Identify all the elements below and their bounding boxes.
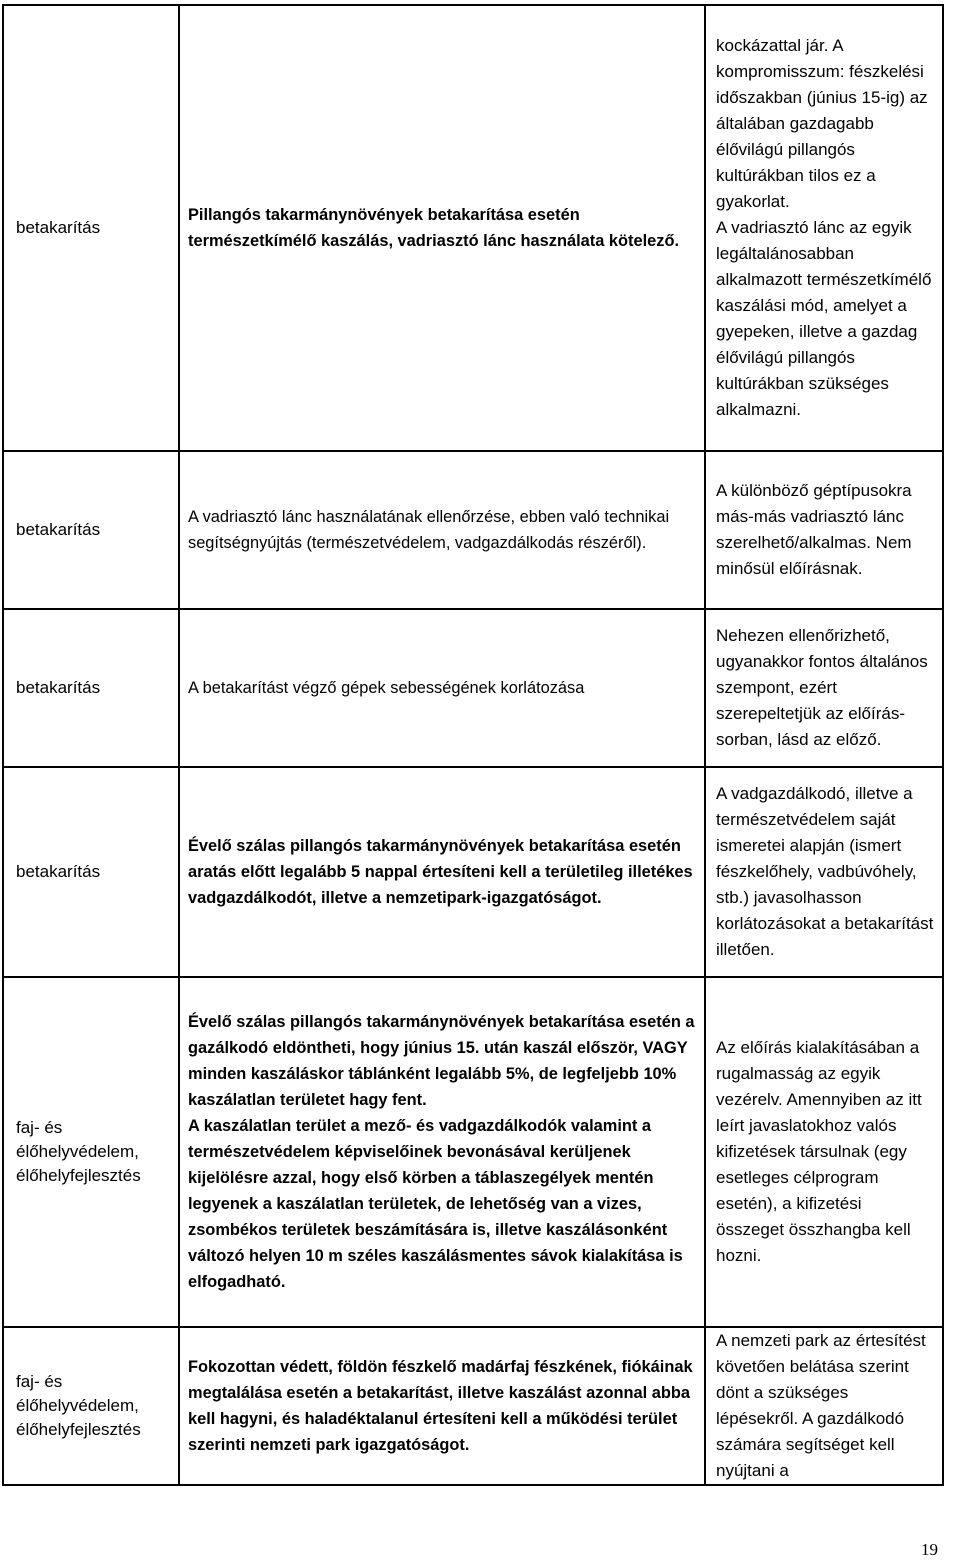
table-row [3,451,943,609]
table-row [3,977,943,1327]
note-paragraph: A nemzeti park az értesítést követően belátása szerint dönt a szükséges lépésekről. A gazdálkodó számára segítséget kell nyújtani a [716,1331,926,1480]
note-paragraph: Nehezen ellenőrizhető, ugyanakkor fontos általános szempont, ezért szerepeltetjük az előírás-sorban, lásd az előző. [716,626,928,749]
note-paragraph: kockázattal jár. A kompromisszum: fészkelési időszakban (június 15-ig) az általában gazdagabb élővilágú pillangós kultúrákban tilos ez a gyakorlat. [716,36,928,211]
row-note [705,767,943,977]
note-paragraph: A különböző géptípusokra más-más vadriasztó lánc szerelhető/alkalmas. Nem minősül előírásnak. [716,481,912,578]
note-paragraph: Az előírás kialakításában a rugalmasság az egyik vezérelv. Amennyiben az itt leírt javaslatokhoz valós kifizetések társulnak (egy esetleges célprogram esetén), a kifizetési összeget összhangba kell hozni. [716,1038,922,1265]
row-note [705,1327,943,1485]
note-paragraph: A vadgazdálkodó, illetve a természetvédelem saját ismeretei alapján (ismert fészkelőhely, vadbúvóhely, stb.) javasolhasson korlátozásokat a betakarítást illetően. [716,784,934,959]
requirements-table [2,4,944,1486]
row-category: faj- és élőhelyvédelem, élőhelyfejlesztés [3,1327,179,1485]
row-requirement [179,977,705,1327]
row-note [705,609,943,767]
row-category: betakarítás [3,451,179,609]
row-requirement: Pillangós takarmánynövények betakarítása esetén természetkímélő kaszálás, vadriasztó lánc használata kötelező. [179,5,705,451]
row-note [705,977,943,1327]
note-paragraph: A vadriasztó lánc az egyik legáltalánosabban alkalmazott természetkímélő kaszálási mód, amelyet a gyepeken, illetve a gazdag élővilágú pillangós kultúrákban szükséges alkalmazni. [716,218,932,419]
row-requirement: A betakarítást végző gépek sebességének korlátozása [179,609,705,767]
row-category: betakarítás [3,609,179,767]
row-note [705,451,943,609]
table-row [3,1327,943,1485]
table-row [3,767,943,977]
requirement-paragraph: Évelő szálas pillangós takarmánynövények betakarítása esetén a gazálkodó eldöntheti, hogy június 15. után kaszál először, VAGY minden kaszáláskor táblánként legalább 5%, de legfeljebb 10% kaszálatlan területet hagy fent. [188,1013,695,1109]
table-row [3,5,943,451]
row-category: faj- és élőhelyvédelem, élőhelyfejlesztés [3,977,179,1327]
row-requirement: Fokozottan védett, földön fészkelő madárfaj fészkének, fiókáinak megtalálása esetén a betakarítást, illetve kaszálást azonnal abba kell hagyni, és haladéktalanul értesíteni kell a működési terület szerinti nemzeti park igazgatóságot. [179,1327,705,1485]
row-category: betakarítás [3,767,179,977]
row-requirement: A vadriasztó lánc használatának ellenőrzése, ebben való technikai segítségnyújtás (természetvédelem, vadgazdálkodás részéről). [179,451,705,609]
requirement-paragraph: A kaszálatlan terület a mező- és vadgazdálkodók valamint a természetvédelem képviselőinek bevonásával kerüljenek kijelölésre azzal, hogy első körben a táblaszegélyek mentén legyenek a kaszálatlan területek, de lehetőség van a vizes, zsombékos területek beszámítására is, illetve kaszálásonként változó helyen 10 m széles kaszálásmentes sávok kialakítása is elfogadható. [188,1117,683,1291]
row-category: betakarítás [3,5,179,451]
row-note [705,5,943,451]
row-requirement: Évelő szálas pillangós takarmánynövények betakarítása esetén aratás előtt legalább 5 nappal értesíteni kell a területileg illetékes vadgazdálkodót, illetve a nemzetipark-igazgatóságot. [179,767,705,977]
table-row [3,609,943,767]
page-number: 19 [921,1540,938,1559]
